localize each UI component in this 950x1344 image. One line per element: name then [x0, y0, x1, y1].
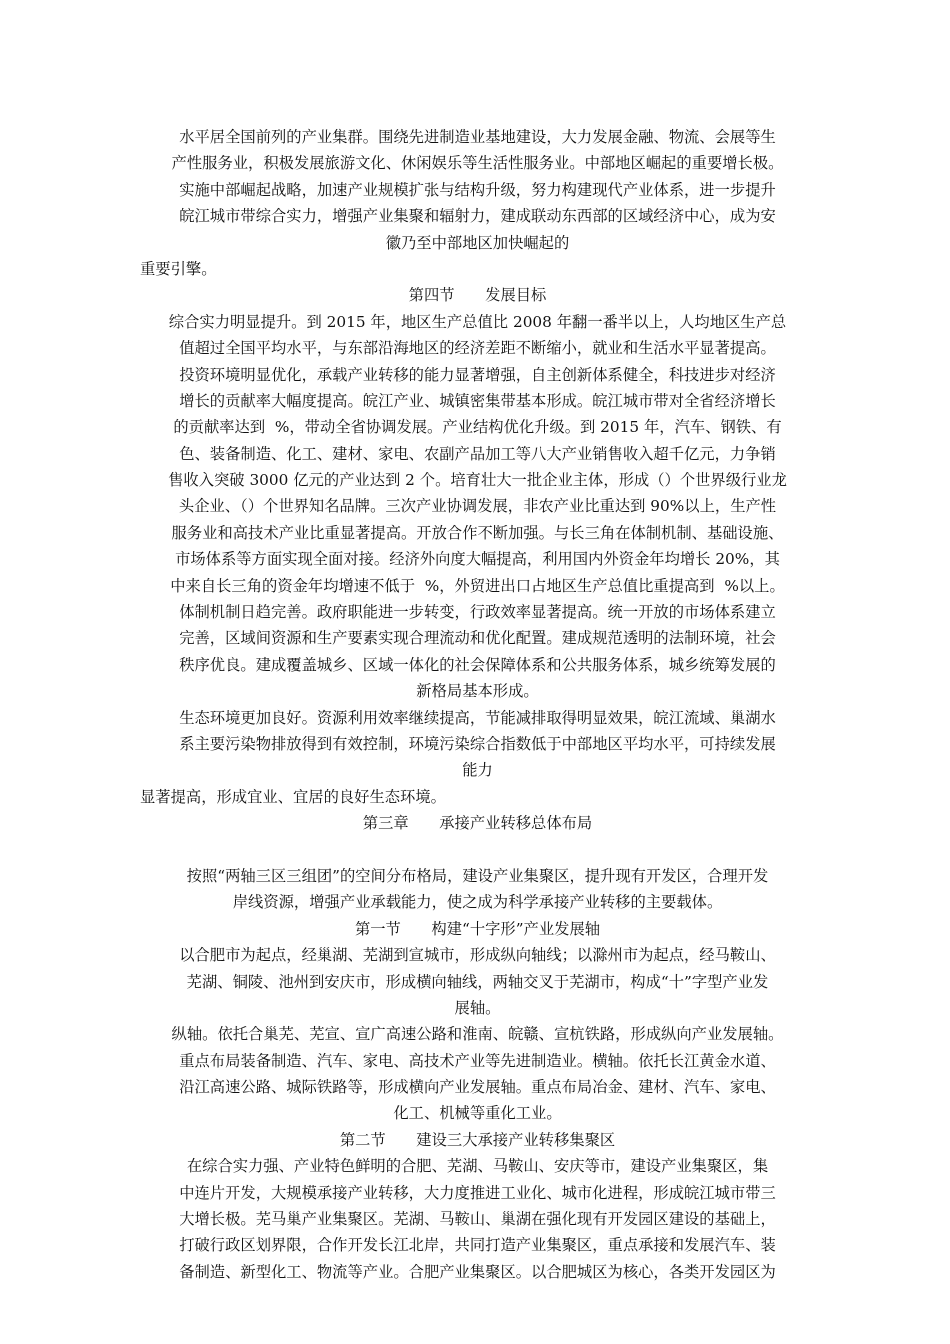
text-line: 打破行政区划界限，合作开发长江北岸，共同打造产业集聚区，重点承接和发展汽车、装 [179, 1236, 776, 1255]
text-line: 服务业和高技术产业比重显著提高。开放合作不断加强。与长三角在体制机制、基础设施、 [171, 523, 784, 542]
text-line: 市场体系等方面实现全面对接。经济外向度大幅提高，利用国内外资金年均增长 20%，其 [175, 550, 780, 569]
text-line: 大增长极。芜马巢产业集聚区。芜湖、马鞍山、巢湖在强化现有开发园区建设的基础上， [179, 1210, 776, 1229]
text-line: 在综合实力强、产业特色鲜明的合肥、芜湖、马鞍山、安庆等市，建设产业集聚区，集 [186, 1157, 769, 1176]
text-line: 头企业、（）个世界知名品牌。三次产业协调发展，非农产业比重达到 90%以上，生产性 [178, 497, 777, 516]
text-line: 投资环境明显优化，承载产业转移的能力显著增强，自主创新体系健全，科技进步对经济 [179, 365, 776, 384]
text-line: 生态环境更加良好。资源利用效率继续提高，节能减排取得明显效果，皖江流域、巢湖水 [179, 708, 776, 727]
text-line: 展轴。 [454, 998, 501, 1017]
text-line: 实施中部崛起战略，加速产业规模扩张与结构升级，努力构建现代产业体系，进一步提升 [179, 180, 776, 199]
text-line: 纵轴。依托合巢芜、芜宣、宣广高速公路和淮南、皖赣、宣杭铁路，形成纵向产业发展轴。 [171, 1025, 784, 1044]
text-line: 的贡献率达到 %，带动全省协调发展。产业结构优化升级。到 2015 年，汽车、钢铁、有 [173, 418, 782, 437]
text-line: 化工、机械等重化工业。 [393, 1104, 562, 1123]
text-line: 体制机制日趋完善。政府职能进一步转变，行政效率显著提高。统一开放的市场体系建立 [179, 603, 776, 622]
text-line: 产性服务业，积极发展旅游文化、休闲娱乐等生活性服务业。中部地区崛起的重要增长极。 [171, 154, 784, 173]
text-line: 中来自长三角的资金年均增速不低于 %，外贸进出口占地区生产总值比重提高到 %以上。 [170, 576, 785, 595]
text-line: 芜湖、铜陵、池州到安庆市，形成横向轴线，两轴交叉于芜湖市，构成“十”字型产业发 [186, 972, 769, 991]
text-line: 中连片开发，大规模承接产业转移，大力度推进工业化、城市化进程，形成皖江城市带三 [179, 1183, 776, 1202]
text-line: 沿江高速公路、城际铁路等，形成横向产业发展轴。重点布局冶金、建材、汽车、家电、 [179, 1078, 776, 1097]
text-line: 重要引擎。 [140, 259, 217, 278]
text-line: 售收入突破 3000 亿元的产业达到 2 个。培育壮大一批企业主体，形成（）个世界级行业龙 [168, 471, 787, 490]
text-line: 备制造、新型化工、物流等产业。合肥产业集聚区。以合肥城区为核心，各类开发园区为 [179, 1262, 776, 1281]
text-line: 皖江城市带综合实力，增强产业集聚和辐射力，建成联动东西部的区域经济中心，成为安 [179, 207, 776, 226]
text-line: 第二节 建设三大承接产业转移集聚区 [339, 1130, 616, 1149]
text-line: 完善，区域间资源和生产要素实现合理流动和优化配置。建成规范透明的法制环境，社会 [179, 629, 776, 648]
blank-line [140, 837, 815, 863]
text-line: 综合实力明显提升。到 2015 年，地区生产总值比 2008 年翻一番半以上，人均地区生产总 [168, 312, 787, 331]
text-line: 秩序优良。建成覆盖城乡、区域一体化的社会保障体系和公共服务体系，城乡统筹发展的 [179, 655, 776, 674]
text-line: 增长的贡献率大幅度提高。皖江产业、城镇密集带基本形成。皖江城市带对全省经济增长 [179, 391, 776, 410]
text-line: 按照“两轴三区三组团”的空间分布格局，建设产业集聚区，提升现有开发区，合理开发 [186, 866, 769, 885]
text-line: 色、装备制造、化工、建材、家电、农副产品加工等八大产业销售收入超千亿元，力争销 [179, 444, 776, 463]
text-line: 岸线资源，增强产业承载能力，使之成为科学承接产业转移的主要载体。 [232, 893, 723, 912]
text-line: 显著提高，形成宜业、宜居的良好生态环境。 [140, 787, 446, 806]
text-line: 第四节 发展目标 [408, 286, 547, 305]
text-line: 值超过全国平均水平，与东部沿海地区的经济差距不断缩小，就业和生活水平显著提高。 [179, 339, 776, 358]
document-page [140, 124, 815, 1285]
text-line: 以合肥市为起点，经巢湖、芜湖到宣城市，形成纵向轴线；以滁州市为起点，经马鞍山、 [179, 946, 776, 965]
text-line: 第三章 承接产业转移总体布局 [362, 814, 593, 833]
text-line: 重点布局装备制造、汽车、家电、高技术产业等先进制造业。横轴。依托长江黄金水道、 [179, 1051, 776, 1070]
text-line: 第一节 构建“十字形”产业发展轴 [354, 919, 601, 938]
text-line: 能力 [462, 761, 493, 780]
text-line: 新格局基本形成。 [416, 682, 539, 701]
text-line: 徽乃至中部地区加快崛起的 [385, 233, 570, 252]
text-line: 系主要污染物排放得到有效控制，环境污染综合指数低于中部地区平均水平，可持续发展 [179, 734, 776, 753]
text-line: 水平居全国前列的产业集群。围绕先进制造业基地建设，大力发展金融、物流、会展等生 [179, 128, 776, 146]
